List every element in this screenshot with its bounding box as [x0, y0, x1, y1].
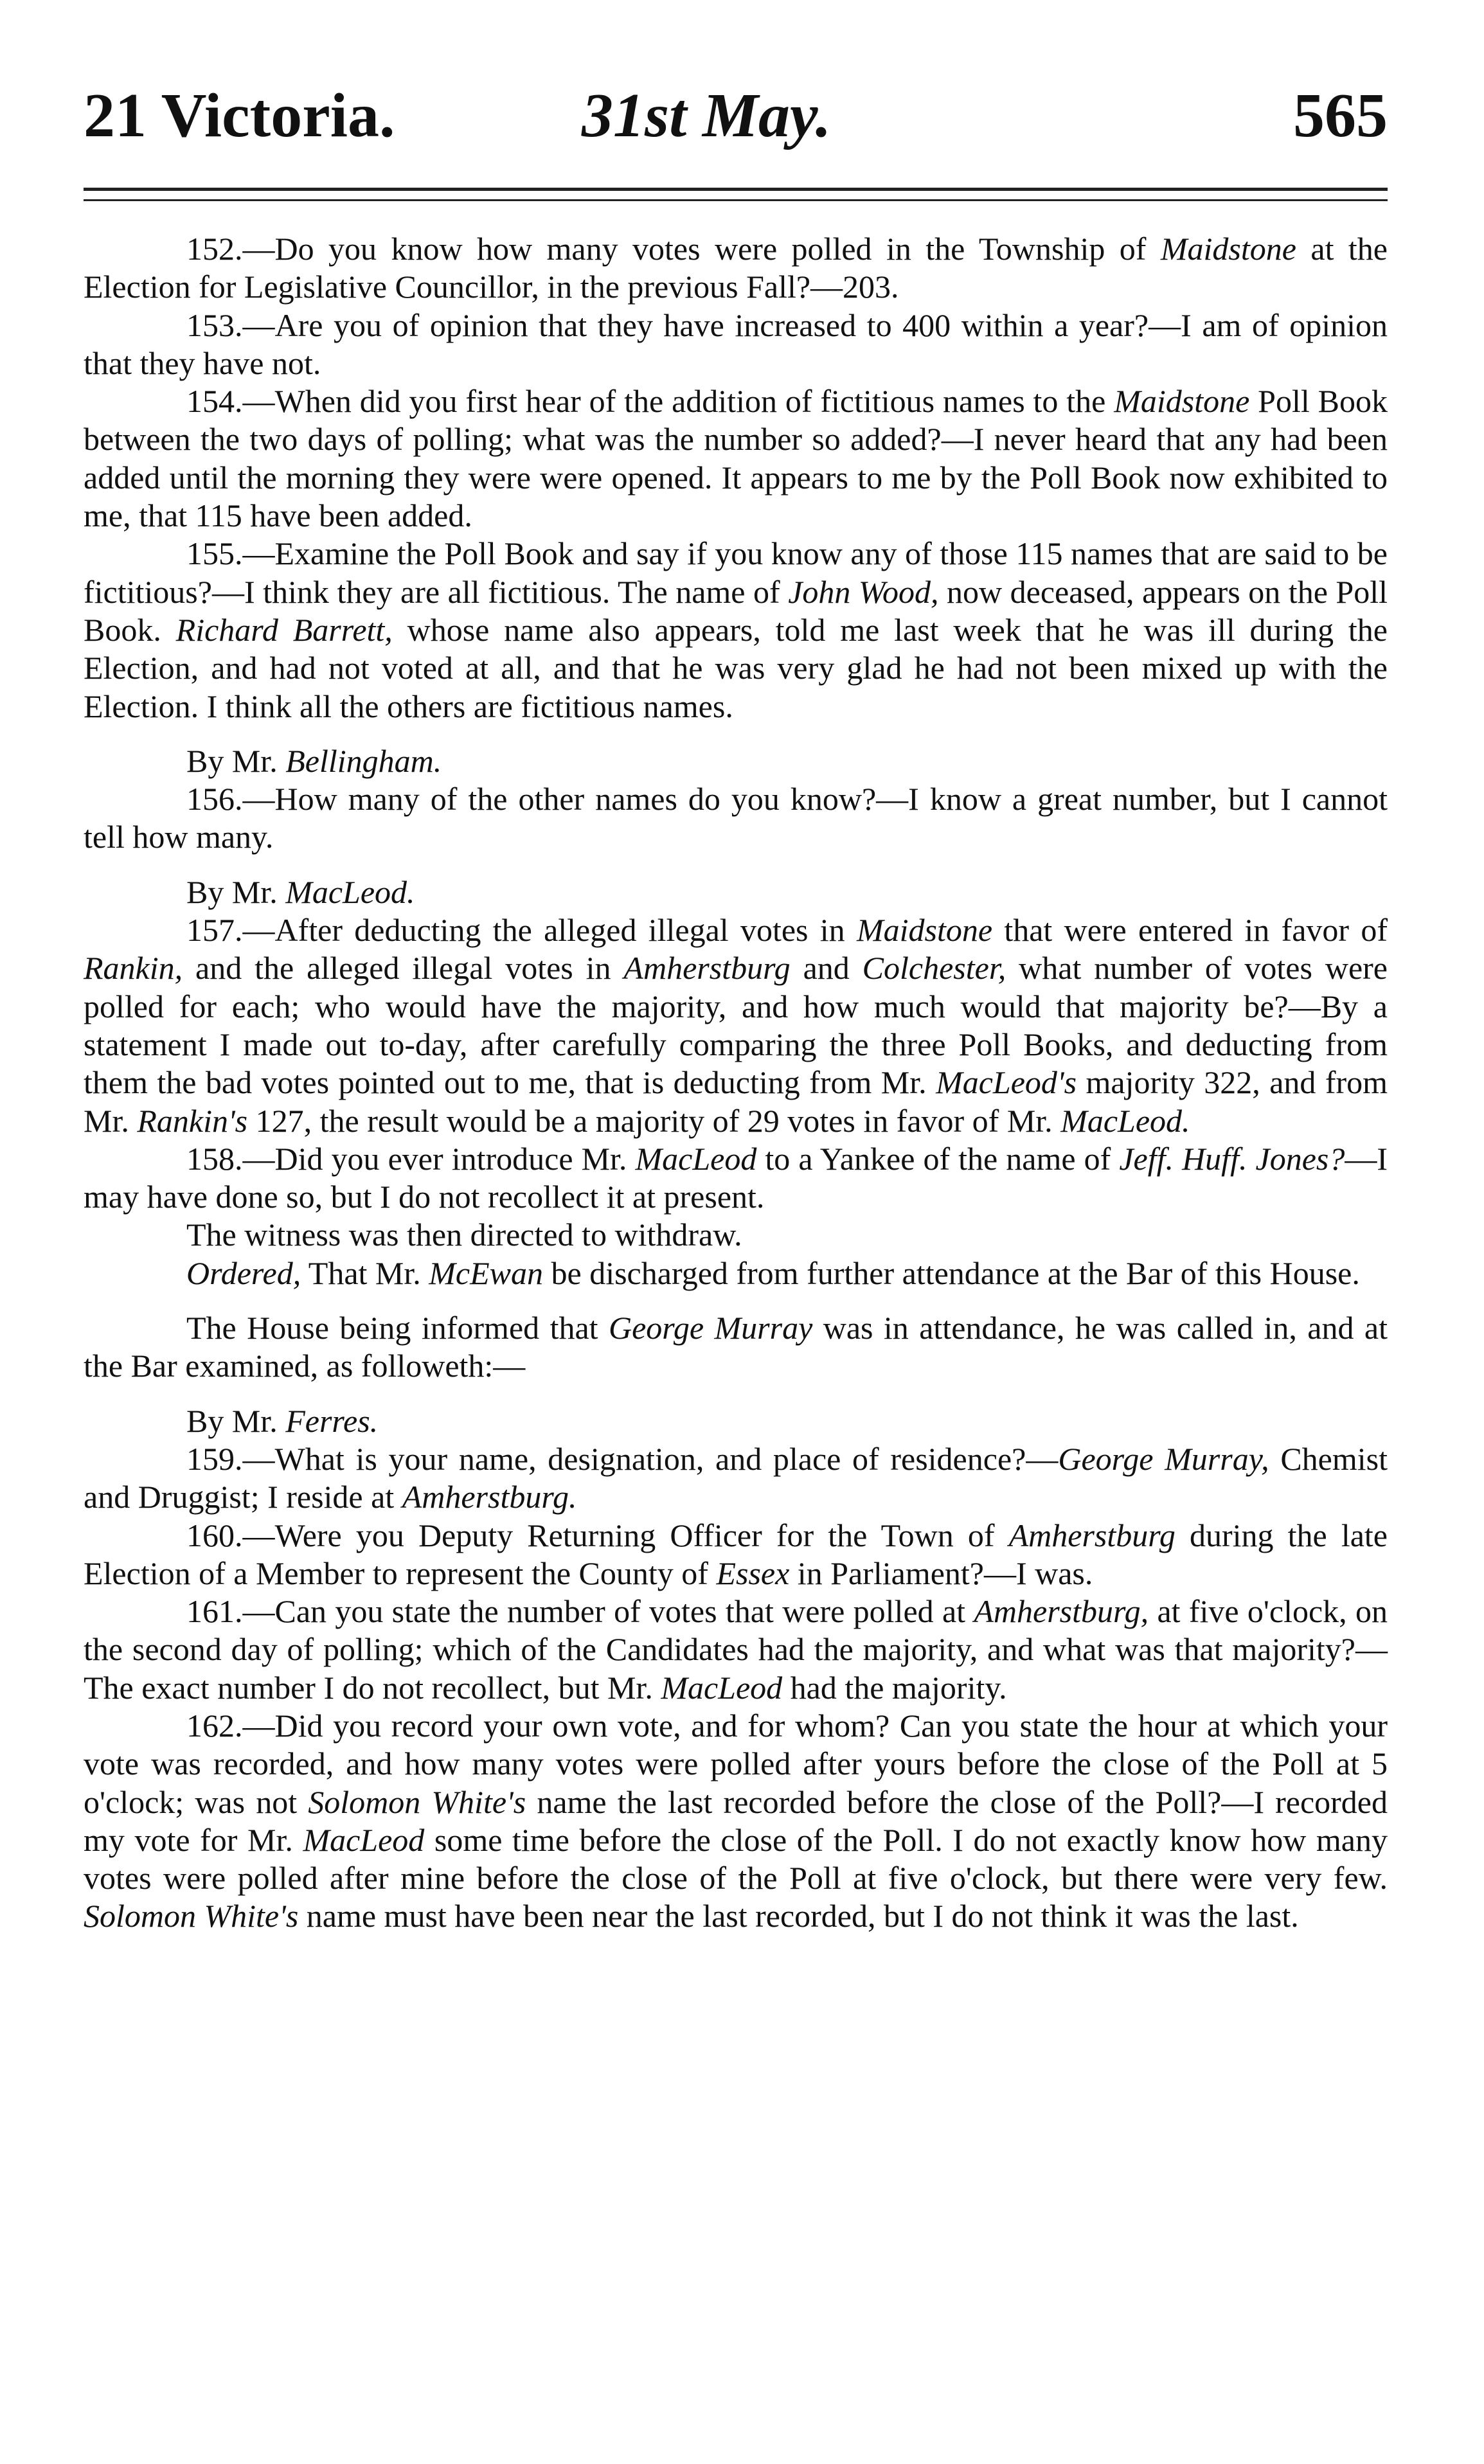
question-161: 161.—Can you state the number of votes that were polled at Amherstburg, at five o'clock, on the second day of polling; which of the Candidates had the majority, and what was that majority?—The exact number I do not recollect, but Mr. MacLeod had the majority. [84, 1593, 1388, 1706]
page-header-date: 31st May. [582, 81, 832, 150]
document-body [84, 230, 1388, 1936]
witness-withdrawn: The witness was then directed to withdraw. [186, 1217, 742, 1253]
order-discharge: Ordered, That Mr. McEwan be discharged from further attendance at the Bar of this House. [186, 1254, 1360, 1291]
header-rule-top [84, 188, 1388, 191]
page-header-left: 21 Victoria. [84, 81, 395, 150]
question-153: 153.—Are you of opinion that they have increased to 400 within a year?—I am of opinion that they have not. [84, 307, 1388, 381]
question-152: 152.—Do you know how many votes were polled in the Township of Maidstone at the Election for Legislative Councillor, in the previous Fall?—203. [84, 231, 1388, 305]
running-head [84, 77, 1388, 154]
question-154: 154.—When did you first hear of the addition of fictitious names to the Maidstone Poll Book between the two days of polling; what was the number so added?—I never heard that any had been added until the morning they were were opened. It appears to me by the Poll Book now exhibited to me, that 115 have been added. [84, 383, 1388, 534]
witness-called: The House being informed that George Murray was in attendance, he was called in, and at the Bar examined, as followeth:— [84, 1310, 1388, 1384]
question-160: 160.—Were you Deputy Returning Officer for the Town of Amherstburg during the late Election of a Member to represent the County of Essex in Parliament?—I was. [84, 1517, 1388, 1591]
question-162: 162.—Did you record your own vote, and for whom? Can you state the hour at which your vote was recorded, and how many votes were polled after yours before the close of the Poll at 5 o'clock; was not Solomon White's name the last recorded before the close of the Poll?—I recorded my vote for Mr. MacLeod some time before the close of the Poll. I do not exactly know how many votes were polled after mine before the close of the Poll at five o'clock, but there were very few. Solomon White's name must have been near the last recorded, but I do not think it was the last. [84, 1707, 1388, 1934]
question-159: 159.—What is your name, designation, and place of residence?—George Murray, Chemist and Druggist; I reside at Amherstburg. [84, 1440, 1388, 1515]
question-157: 157.—After deducting the alleged illegal votes in Maidstone that were entered in favor of Rankin, and the alleged illegal votes in Amherstburg and Colchester, what number of votes were polled for each; who would have the majority, and how much would that majority be?—By a statement I made out to-day, after carefully comparing the three Poll Books, and deducting from them the bad votes pointed out to me, that is deducting from Mr. MacLeod's majority 322, and from Mr. Rankin's 127, the result would be a majority of 29 votes in favor of Mr. MacLeod. [84, 912, 1388, 1139]
examiner-heading-macleod: By Mr. MacLeod. [186, 873, 415, 910]
header-rule-bottom [84, 199, 1388, 201]
examiner-heading-bellingham: By Mr. Bellingham. [186, 742, 442, 779]
examiner-heading-ferres: By Mr. Ferres. [186, 1402, 379, 1439]
question-155: 155.—Examine the Poll Book and say if you know any of those 115 names that are said to be fictitious?—I think they are all fictitious. The name of John Wood, now deceased, appears on the Poll Book. Richard Barrett, whose name also appears, told me last week that he was ill during the Election, and had not voted at all, and that he was very glad he had not been mixed up with the Election. I think all the others are fictitious names. [84, 535, 1388, 724]
question-158: 158.—Did you ever introduce Mr. MacLeod to a Yankee of the name of Jeff. Huff. Jones?—I may have done so, but I do not recollect it at present. [84, 1140, 1388, 1215]
question-156: 156.—How many of the other names do you know?—I know a great number, but I cannot tell how many. [84, 781, 1388, 855]
page-number: 565 [1293, 81, 1388, 150]
